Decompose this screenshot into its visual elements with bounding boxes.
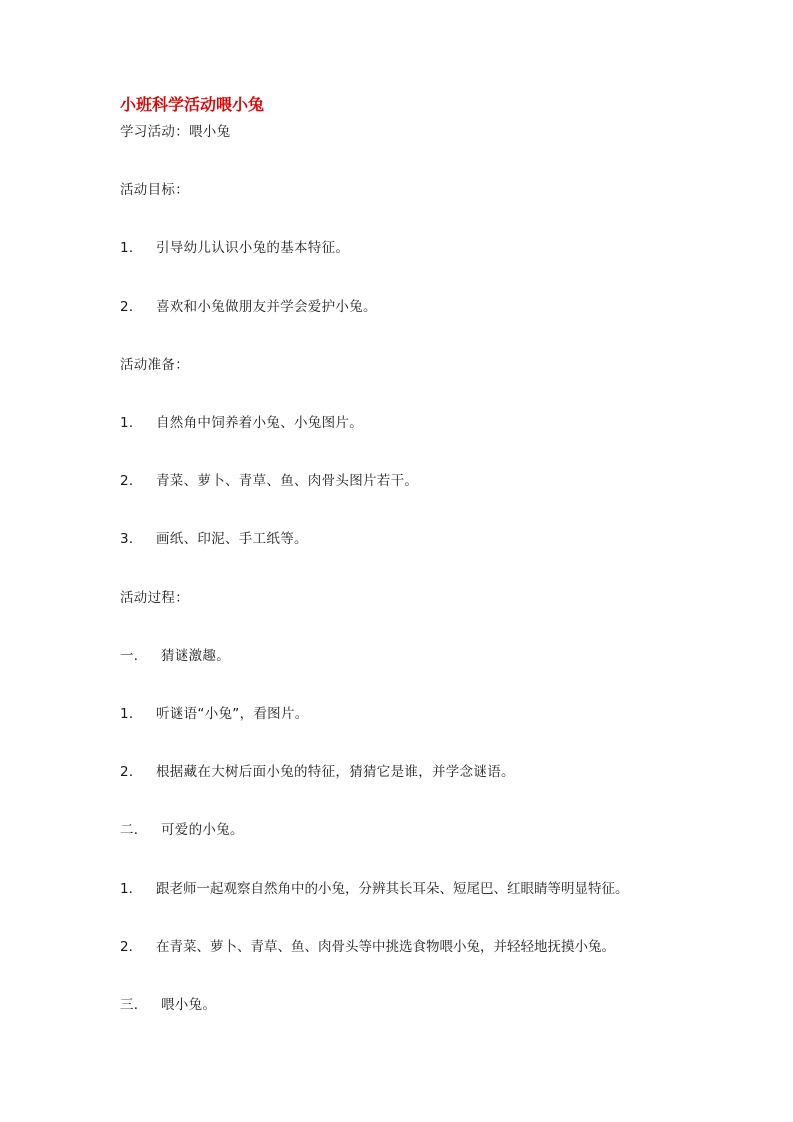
line-text: 跟老师一起观察自然角中的小兔，分辨其长耳朵、短尾巴、红眼睛等明显特征。	[156, 881, 629, 897]
line-text: 引导幼儿认识小兔的基本特征。	[156, 240, 350, 256]
line-text: 喜欢和小兔做朋友并学会爱护小兔。	[156, 299, 377, 315]
item-number: 1．	[120, 415, 143, 431]
line-text: 活动过程：	[120, 590, 189, 606]
subtitle-line	[120, 122, 230, 142]
item-number: 1．	[120, 706, 143, 722]
item-number: 2．	[120, 473, 143, 489]
line-text: 猜谜激趣。	[161, 648, 230, 664]
document-title: 小班科学活动喂小兔	[120, 95, 265, 114]
line-text: 画纸、印泥、手工纸等。	[156, 531, 308, 547]
list-item	[120, 937, 615, 957]
list-item	[120, 297, 377, 317]
line-text: 青菜、萝卜、青草、鱼、肉骨头图片若干。	[156, 473, 419, 489]
item-number: 3．	[120, 531, 143, 547]
item-number: 2．	[120, 764, 143, 780]
item-number: 1．	[120, 881, 143, 897]
list-item	[120, 704, 309, 724]
line-text: 活动准备：	[120, 357, 189, 373]
line-text: 可爱的小兔。	[161, 822, 244, 838]
line-text: 喂小兔。	[161, 997, 217, 1013]
item-number: 1．	[120, 240, 143, 256]
list-item	[120, 762, 515, 782]
line-text: 学习活动：喂小兔	[120, 124, 231, 140]
item-number: 2．	[120, 299, 143, 315]
list-item	[120, 820, 244, 840]
line-text: 根据藏在大树后面小兔的特征，猜猜它是谁，并学念谜语。	[156, 764, 515, 780]
item-number: 三．	[120, 997, 148, 1013]
item-number: 二．	[120, 822, 148, 838]
list-item	[120, 413, 363, 433]
list-item	[120, 238, 349, 258]
line-text: 活动目标：	[120, 182, 189, 198]
list-item	[120, 471, 418, 491]
list-item	[120, 529, 308, 549]
item-number: 一．	[120, 648, 148, 664]
section-heading-preparation	[120, 355, 189, 375]
section-heading-process	[120, 588, 189, 608]
list-item	[120, 995, 216, 1015]
item-number: 2．	[120, 939, 143, 955]
list-item	[120, 646, 230, 666]
line-text: 自然角中饲养着小兔、小兔图片。	[156, 415, 363, 431]
line-text: 听谜语“小兔”，看图片。	[156, 706, 309, 722]
line-text: 在青菜、萝卜、青草、鱼、肉骨头等中挑选食物喂小兔，并轻轻地抚摸小兔。	[156, 939, 615, 955]
section-heading-goals	[120, 180, 189, 200]
list-item	[120, 879, 629, 899]
